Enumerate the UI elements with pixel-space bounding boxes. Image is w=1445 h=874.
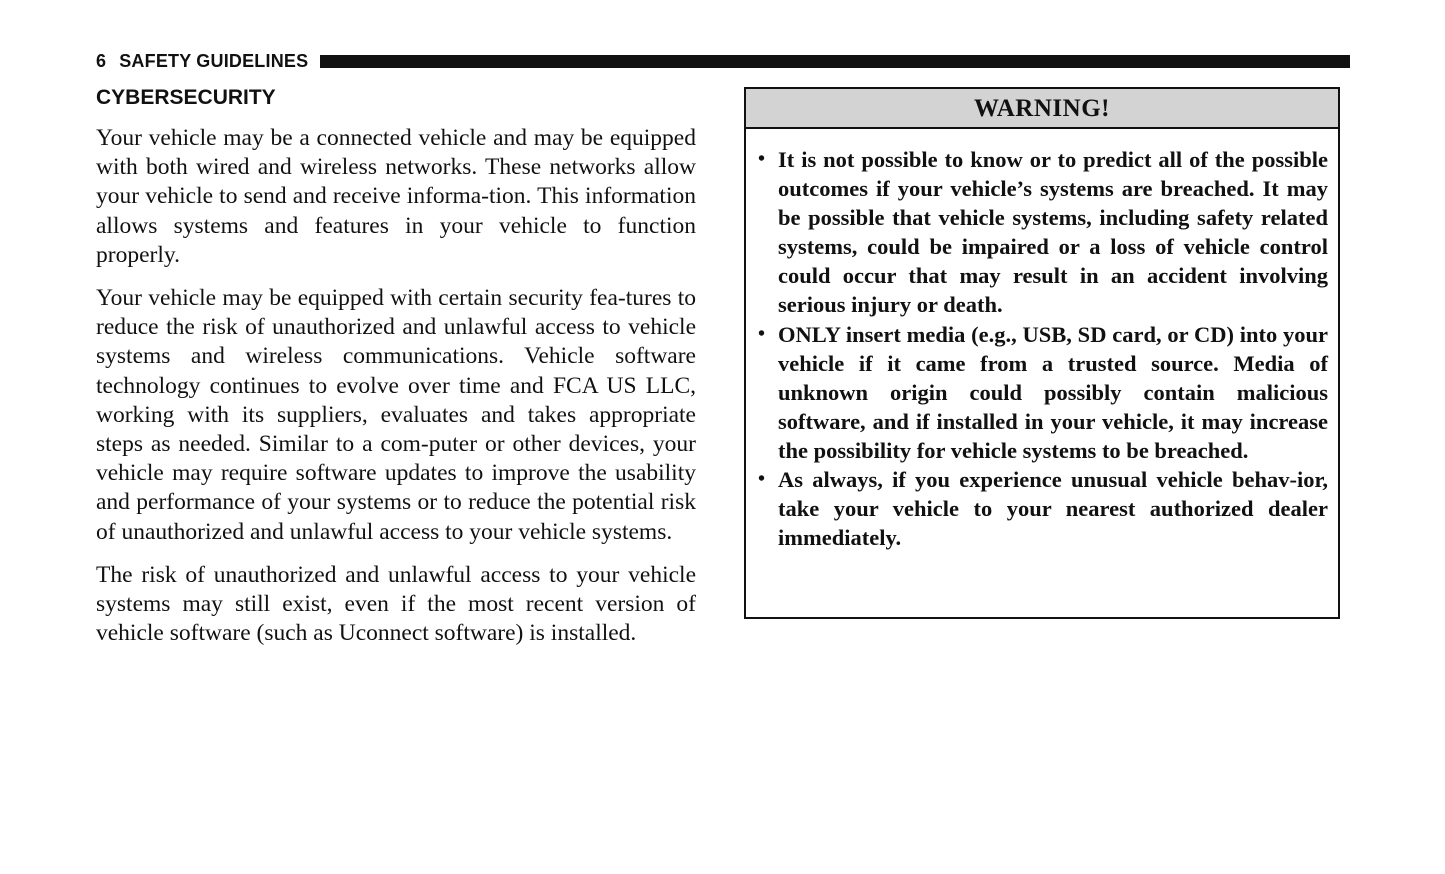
bullet-icon: •: [758, 468, 766, 491]
warning-item: [758, 320, 1328, 465]
body-paragraph: The risk of unauthorized and unlawful access to your vehicle systems may still exist, even if the most recent version of vehicle software (such as Uconnect software) is installed.: [96, 561, 696, 647]
page-header: [96, 50, 1350, 72]
warning-item: [758, 145, 1328, 320]
warning-item: [758, 465, 1328, 552]
warning-title: WARNING!: [746, 89, 1338, 129]
bullet-icon: •: [758, 322, 766, 345]
bullet-icon: •: [758, 148, 766, 170]
warning-list: [746, 129, 1338, 552]
warning-box: [744, 87, 1340, 619]
page-number: 6: [96, 50, 107, 71]
warning-item-text: As always, if you experience unusual vehicle behav-ior, take your vehicle to your nearest authorized dealer immediately.: [778, 467, 1328, 551]
cybersecurity-section: [96, 84, 696, 662]
warning-item-text: It is not possible to know or to predict all of the possible outcomes if your vehicle’s systems are breached. It may be possible that vehicle systems, including safety related systems, could be impaired or a loss of vehicle control could occur that may result in an accident involving serious injury or death.: [778, 147, 1328, 318]
body-paragraph: Your vehicle may be equipped with certain security fea-tures to reduce the risk of unauthorized and unlawful access to vehicle systems and wireless communications. Vehicle software technology continues to evolve over time and FCA US LLC, working with its suppliers, evaluates and takes appropriate steps as needed. Similar to a com-puter or other devices, your vehicle may require software updates to improve the usability and performance of your systems or to reduce the potential risk of unauthorized and unlawful access to your vehicle systems.: [96, 285, 696, 545]
warning-item-text: ONLY insert media (e.g., USB, SD card, or CD) into your vehicle if it came from a trusted source. Media of unknown origin could possibly contain malicious software, and if installed in your vehicle, it may increase the possibility for vehicle systems to be breached.: [778, 321, 1328, 463]
section-title: SAFETY GUIDELINES: [119, 50, 309, 71]
body-paragraph: Your vehicle may be a connected vehicle and may be equipped with both wired and wireless networks. These networks allow your vehicle to send and receive informa-tion. This information allows systems and features in your vehicle to function properly.: [96, 125, 696, 268]
section-heading: CYBERSECURITY: [96, 86, 276, 109]
header-rule: [320, 55, 1350, 68]
